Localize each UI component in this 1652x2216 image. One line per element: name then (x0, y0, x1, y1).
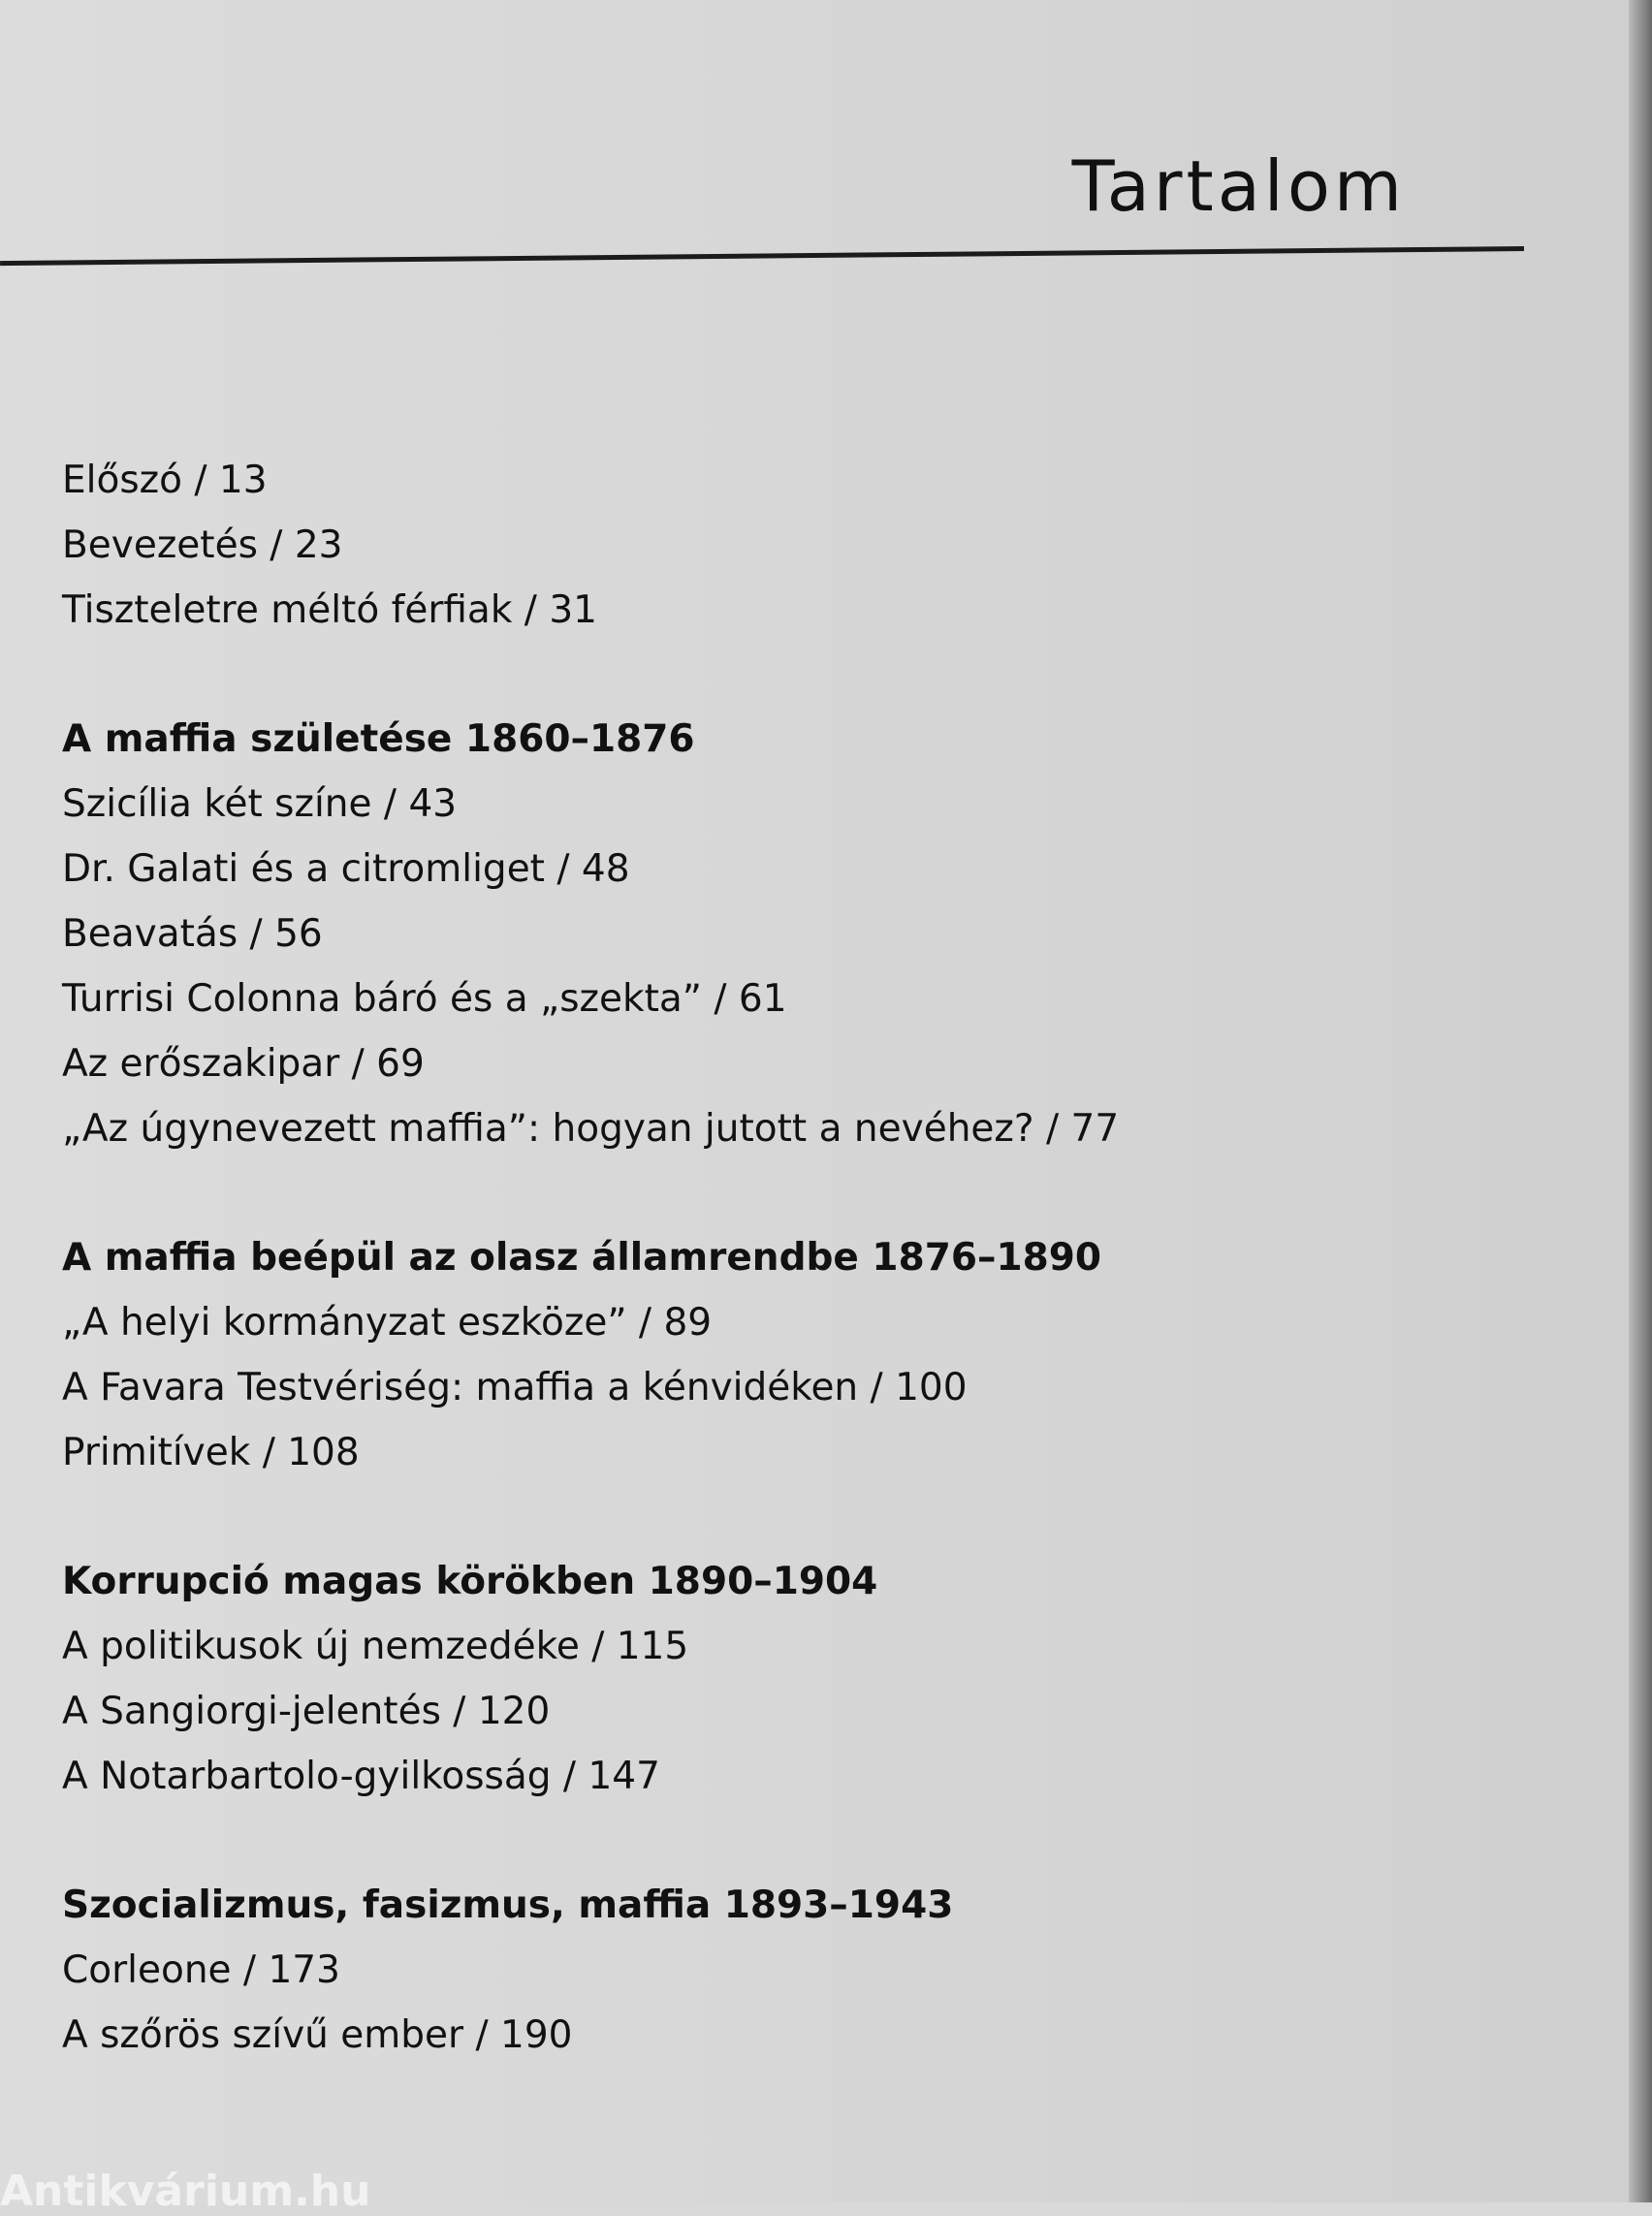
watermark: Antikvárium.hu (0, 2167, 371, 2216)
toc-front-section (62, 448, 1322, 643)
toc-entry: Turrisi Colonna báró és a „szekta” / 61 (62, 977, 787, 1021)
toc-part-heading: A maffia beépül az olasz államrendbe 1876–1890 (62, 1236, 1102, 1280)
toc-entry: A politikusok új nemzedéke / 115 (62, 1625, 689, 1668)
toc-entry: „Az úgynevezett maffia”: hogyan jutott a nevéhez? / 77 (62, 1107, 1120, 1151)
toc-entry: Dr. Galati és a citromliget / 48 (62, 847, 630, 891)
page-title: Tartalom (1071, 145, 1406, 227)
title-rule (0, 246, 1524, 266)
toc-entry: Előszó / 13 (62, 459, 268, 502)
toc-part-2 (62, 1225, 1322, 1485)
toc-part-4 (62, 1873, 1322, 2068)
toc-entry: „A helyi kormányzat eszköze” / 89 (62, 1301, 713, 1345)
toc-part-heading: Korrupció magas körökben 1890–1904 (62, 1560, 878, 1603)
toc-entry: A Favara Testvériség: maffia a kénvidéken / 100 (62, 1366, 968, 1409)
table-of-contents (62, 448, 1322, 2132)
toc-entry: A szőrös szívű ember / 190 (62, 2013, 573, 2057)
toc-part-heading: Szocializmus, fasizmus, maffia 1893–1943 (62, 1884, 954, 1927)
toc-part-3 (62, 1549, 1322, 1809)
toc-entry: Corleone / 173 (62, 1948, 340, 1992)
toc-part-heading: A maffia születése 1860–1876 (62, 717, 695, 761)
toc-entry: Szicília két színe / 43 (62, 782, 458, 826)
toc-entry: Tiszteletre méltó férfiak / 31 (62, 588, 597, 632)
toc-part-1 (62, 707, 1322, 1161)
toc-entry: Primitívek / 108 (62, 1431, 360, 1474)
toc-entry: Az erőszakipar / 69 (62, 1042, 425, 1086)
toc-entry: Bevezetés / 23 (62, 523, 343, 567)
toc-entry: A Sangiorgi-jelentés / 120 (62, 1690, 551, 1733)
toc-entry: A Notarbartolo-gyilkosság / 147 (62, 1755, 660, 1798)
toc-entry: Beavatás / 56 (62, 912, 323, 956)
page-edge-shadow (1629, 0, 1652, 2202)
